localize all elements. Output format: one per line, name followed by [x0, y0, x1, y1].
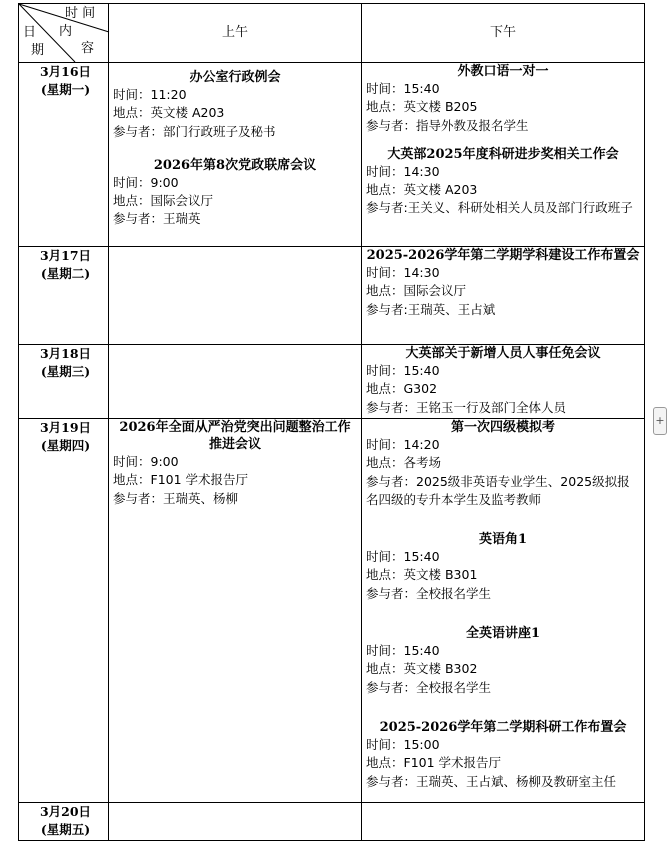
- afternoon-cell: [362, 247, 645, 345]
- afternoon-header: 下午: [362, 4, 645, 63]
- meeting-attendees: 参与者:王关义、科研处相关人员及部门行政班子: [366, 200, 633, 216]
- weekday-label: (星期五): [40, 822, 91, 838]
- meeting-attendees: 参与者：部门行政班子及秘书: [113, 123, 276, 139]
- meeting-place: 地点：国际会议厅: [113, 193, 214, 209]
- meeting-place: 地点：英文楼 B205: [366, 99, 478, 115]
- meeting-time: 时间：11:20: [113, 87, 187, 102]
- afternoon-cell: [362, 803, 645, 841]
- day-row-monday: [19, 63, 645, 247]
- date-cell: [19, 63, 109, 247]
- meeting-time: 时间：15:40: [366, 643, 440, 659]
- corner-date-label-2: 期: [31, 43, 45, 58]
- date-cell: [19, 247, 109, 345]
- meeting-time: 时间：15:00: [366, 736, 440, 752]
- meeting-attendees: 参与者：指导外教及报名学生: [366, 117, 529, 133]
- weekday-label: (星期四): [40, 438, 91, 454]
- date-label: 3月17日: [39, 248, 92, 263]
- meeting-attendees: 参与者：王瑞英、杨柳: [113, 490, 239, 506]
- meeting-time: 时间：14:20: [366, 437, 440, 452]
- morning-cell: [109, 247, 362, 345]
- weekday-label: (星期一): [40, 82, 91, 98]
- meeting-attendees: 参与者:王瑞英、王占斌: [366, 301, 496, 317]
- meeting-place: 地点：F101 学术报告厅: [366, 755, 502, 771]
- meeting-attendees: 参与者：全校报名学生: [366, 585, 492, 601]
- meeting-title: 全英语讲座1: [465, 626, 541, 642]
- meeting-time: 时间：15:40: [366, 363, 440, 378]
- meeting-attendees: 参与者：王瑞英、王占斌、杨柳及教研室主任: [366, 773, 617, 789]
- meeting-time: 时间：15:40: [366, 549, 440, 565]
- meeting-title: 2026年第8次党政联席会议: [153, 157, 317, 173]
- day-row-friday: [19, 803, 645, 841]
- date-label: 3月18日: [39, 346, 92, 361]
- meeting-place: 地点：国际会议厅: [366, 283, 467, 299]
- morning-cell: [109, 803, 362, 841]
- meeting-place: 地点：英文楼 B301: [366, 567, 478, 583]
- meeting-time: 时间：14:30: [366, 265, 440, 280]
- date-cell: [19, 419, 109, 803]
- meeting-attendees: 参与者：王铭玉一行及部门全体人员: [366, 399, 567, 415]
- meeting-attendees: 参与者：王瑞英: [113, 211, 201, 227]
- meeting-title: 大英部2025年度科研进步奖相关工作会: [387, 146, 619, 162]
- corner-content-label: 内: [59, 24, 73, 39]
- morning-cell: [109, 419, 362, 803]
- morning-header: 上午: [109, 4, 362, 63]
- day-row-tuesday: [19, 247, 645, 345]
- meeting-place: 地点：G302: [366, 381, 438, 397]
- afternoon-cell: [362, 345, 645, 419]
- meeting-title: 2025-2026学年第二学期科研工作布置会: [379, 719, 627, 735]
- meeting-time: 时间：9:00: [113, 454, 179, 469]
- date-cell: [19, 345, 109, 419]
- corner-date-label: 日: [23, 25, 37, 40]
- meeting-place: 地点：英文楼 A203: [366, 182, 478, 198]
- meeting-title: 第一次四级模拟考: [450, 420, 555, 435]
- meeting-title: 2025-2026学年第二学期学科建设工作布置会: [366, 248, 640, 263]
- corner-header-cell: [19, 4, 109, 63]
- weekday-label: (星期三): [40, 364, 91, 380]
- afternoon-cell: [362, 63, 645, 247]
- meeting-title: 大英部关于新增人员人事任免会议: [405, 346, 601, 361]
- day-row-thursday: [19, 419, 645, 803]
- meeting-place: 地点：英文楼 A203: [113, 105, 225, 121]
- meeting-attendees: 参与者：2025级非英语专业学生、2025级拟报名四级的专升本学生及监考教师: [366, 473, 630, 507]
- date-label: 3月20日: [39, 804, 92, 819]
- meeting-attendees: 参与者：全校报名学生: [366, 679, 492, 695]
- meeting-time: 时间：14:30: [366, 163, 440, 179]
- corner-time-label: 时 间: [65, 6, 96, 21]
- corner-content-label-2: 容: [81, 41, 95, 56]
- meeting-title: 外教口语一对一: [457, 64, 549, 79]
- meeting-time: 时间：9:00: [113, 174, 179, 190]
- meeting-place: 地点：各考场: [366, 455, 442, 471]
- header-row: [19, 4, 645, 63]
- date-label: 3月16日: [39, 64, 92, 79]
- day-row-wednesday: [19, 345, 645, 419]
- meeting-title: 办公室行政例会: [189, 70, 281, 85]
- schedule-table: [18, 3, 645, 841]
- meeting-place: 地点：F101 学术报告厅: [113, 472, 249, 488]
- afternoon-cell: [362, 419, 645, 803]
- meeting-place: 地点：英文楼 B302: [366, 661, 478, 677]
- weekday-label: (星期二): [40, 266, 91, 282]
- morning-cell: [109, 63, 362, 247]
- morning-cell: [109, 345, 362, 419]
- meeting-title: 2026年全面从严治党突出问题整治工作推进会议: [119, 420, 351, 452]
- side-expand-button[interactable]: +: [653, 407, 667, 435]
- meeting-title: 英语角1: [478, 532, 528, 548]
- meeting-time: 时间：15:40: [366, 81, 440, 96]
- date-cell: [19, 803, 109, 841]
- date-label: 3月19日: [39, 420, 92, 435]
